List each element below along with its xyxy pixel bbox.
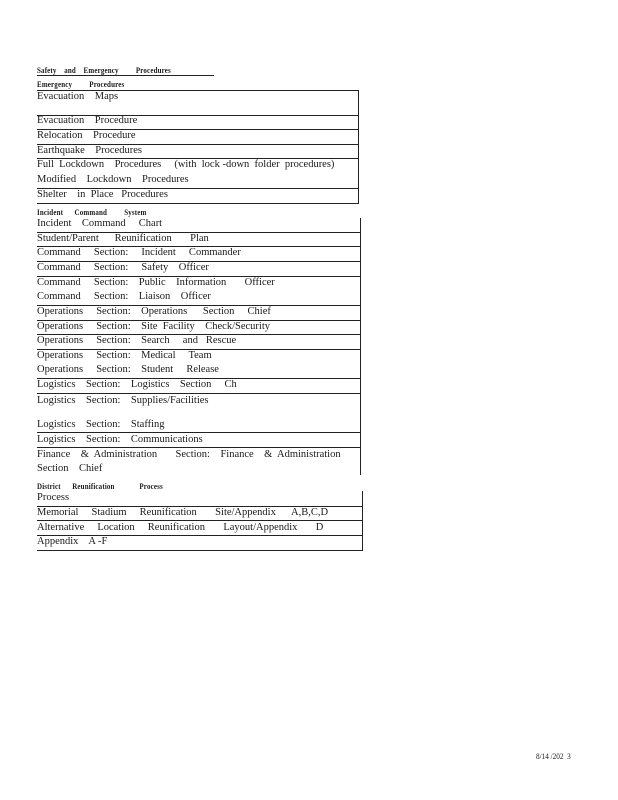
rule — [37, 203, 359, 204]
footer-date: 8/14 /202 3 — [536, 751, 571, 761]
list-item[interactable]: Operations Section: Search and Rescue — [37, 335, 237, 346]
table-border — [362, 491, 363, 551]
list-item[interactable]: Command Section: Safety Officer — [37, 262, 209, 273]
document-title: Safety and Emergency Procedures — [37, 65, 171, 75]
list-item[interactable]: Operations Section: Student Release — [37, 364, 219, 375]
section-heading-emergency: Emergency Procedures — [37, 79, 125, 89]
list-item[interactable]: Alternative Location Reunification Layout/Appendix D — [37, 522, 324, 533]
list-item[interactable]: Evacuation Maps — [37, 91, 119, 102]
list-item[interactable]: Modified Lockdown Procedures — [37, 174, 189, 185]
section-heading-incident-command: Incident Command System — [37, 207, 147, 217]
list-item[interactable]: Command Section: Liaison Officer — [37, 291, 211, 302]
section-heading-reunification: District Reunification Process — [37, 481, 163, 491]
list-item[interactable]: Logistics Section: Logistics Section Ch — [37, 379, 237, 390]
list-item[interactable]: Earthquake Procedures — [37, 145, 142, 156]
list-item[interactable]: Incident Command Chart — [37, 218, 163, 229]
list-item[interactable]: Operations Section: Operations Section Chief — [37, 306, 271, 317]
list-item[interactable]: Command Section: Public Information Officer — [37, 277, 275, 288]
list-item[interactable]: Command Section: Incident Commander — [37, 247, 241, 258]
list-item[interactable]: Student/Parent Reunification Plan — [37, 233, 209, 244]
list-item[interactable]: Evacuation Procedure — [37, 115, 138, 126]
list-item[interactable]: Relocation Procedure — [37, 130, 136, 141]
list-item[interactable]: Appendix A -F — [37, 536, 108, 547]
list-item[interactable]: Logistics Section: Supplies/Facilities — [37, 395, 209, 406]
list-item[interactable]: Finance & Administration Section: Finance & Administration — [37, 449, 341, 460]
list-item[interactable]: Logistics Section: Staffing — [37, 419, 165, 430]
list-item[interactable]: Memorial Stadium Reunification Site/Appendix A,B,C,D — [37, 507, 329, 518]
list-item[interactable]: Operations Section: Site Facility Check/Security — [37, 321, 271, 332]
list-item[interactable]: Process — [37, 492, 70, 503]
rule — [37, 550, 363, 551]
list-item[interactable]: Full Lockdown Procedures (with lock -down folder procedures) — [37, 159, 335, 170]
list-item[interactable]: Logistics Section: Communications — [37, 434, 203, 445]
list-item[interactable]: Operations Section: Medical Team — [37, 350, 212, 361]
title-underline — [37, 75, 214, 76]
table-border — [358, 90, 359, 204]
list-item[interactable]: Shelter in Place Procedures — [37, 189, 168, 200]
table-border — [360, 218, 361, 475]
list-item[interactable]: Section Chief — [37, 463, 103, 474]
